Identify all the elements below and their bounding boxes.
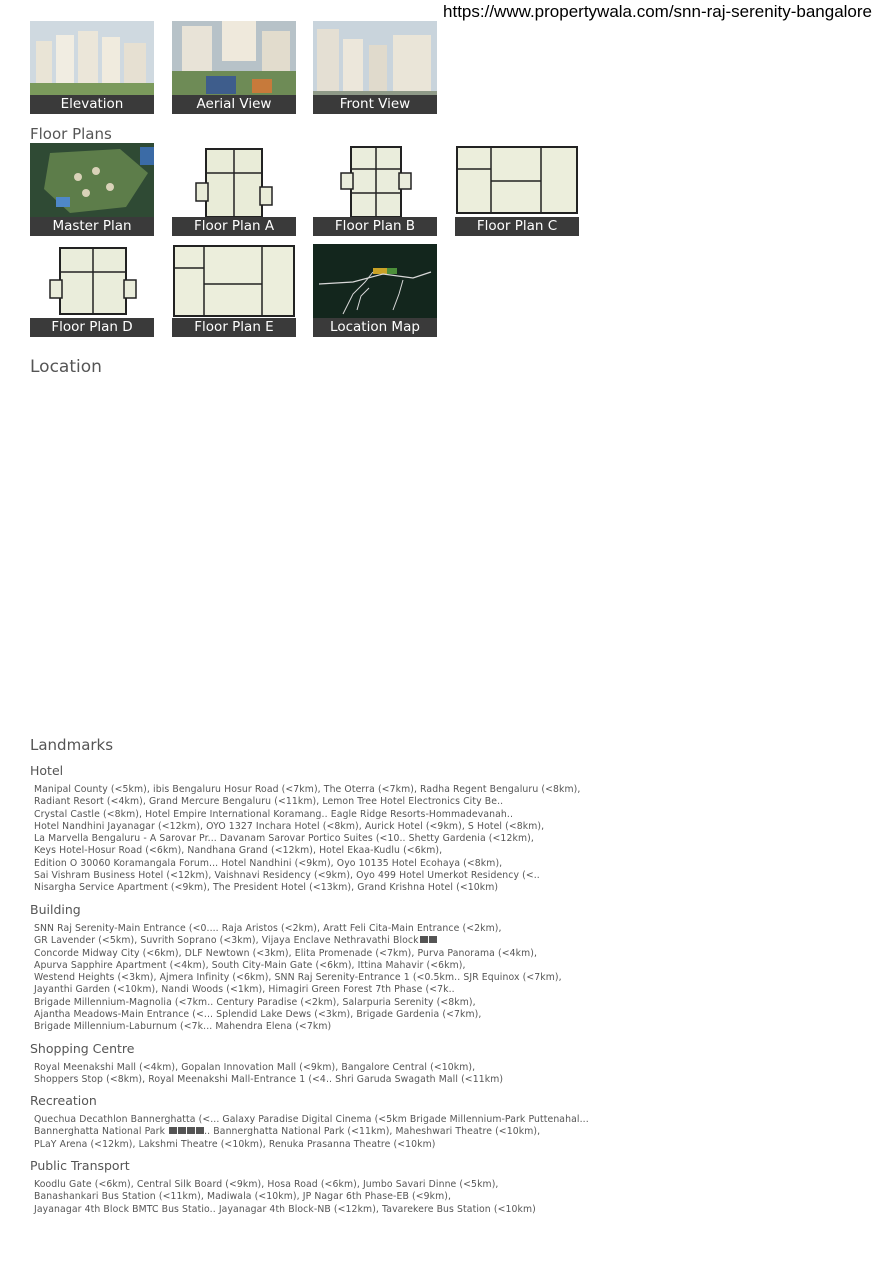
front-view-caption: Front View — [313, 95, 437, 114]
recreation-list — [34, 1114, 594, 1151]
location-map-thumbnail[interactable] — [313, 244, 437, 337]
shopping-heading: Shopping Centre — [30, 1041, 135, 1056]
missing-glyph-icon — [196, 1127, 204, 1134]
floor-plan-b-thumbnail[interactable] — [313, 143, 437, 236]
front-view-thumbnail[interactable] — [313, 21, 437, 114]
building-line: Brigade Millennium-Magnolia (<7km.. Century Paradise (<2km), Salarpuria Serenity (<8km), — [34, 996, 476, 1008]
master-plan-thumbnail[interactable] — [30, 143, 154, 236]
transport-list — [34, 1179, 594, 1216]
recreation-line — [34, 1126, 594, 1138]
location-map-caption: Location Map — [313, 318, 437, 337]
aerial-view-thumbnail[interactable] — [172, 21, 296, 114]
missing-glyph-icon — [420, 936, 428, 943]
master-plan-caption: Master Plan — [30, 217, 154, 236]
floor-plan-e-caption: Floor Plan E — [172, 318, 296, 337]
building-line: Concorde Midway City (<6km), DLF Newtown (<3km), Elita Promenade (<7km), Purva Panorama (<4km), — [34, 947, 538, 959]
floor-plan-a-thumbnail[interactable] — [172, 143, 296, 236]
recreation-line-text: Bannerghatta National Park — [34, 1126, 166, 1138]
building-line: Brigade Millennium-Laburnum (<7k... Mahendra Elena (<7km) — [34, 1021, 332, 1033]
hotel-line: Sai Vishram Business Hotel (<12km), Vaishnavi Residency (<9km), Oyo 499 Hotel Umerkot Residency (<.. — [34, 870, 540, 882]
transport-heading: Public Transport — [30, 1158, 130, 1173]
hotel-line: Keys Hotel-Hosur Road (<6km), Nandhana Grand (<12km), Hotel Ekaa-Kudlu (<6km), — [34, 845, 443, 857]
building-line: Westend Heights (<3km), Ajmera Infinity (<6km), SNN Raj Serenity-Entrance 1 (<0.5km.. SJR Equinox (<7km), — [34, 972, 562, 984]
floor-plan-e-thumbnail[interactable] — [172, 244, 296, 337]
hotel-line: Nisargha Service Apartment (<9km), The President Hotel (<13km), Grand Krishna Hotel (<10km) — [34, 882, 499, 894]
missing-glyph-icon — [429, 936, 437, 943]
aerial-view-caption: Aerial View — [172, 95, 296, 114]
shopping-list — [34, 1062, 594, 1087]
floor-plan-d-caption: Floor Plan D — [30, 318, 154, 337]
hotel-line: Crystal Castle (<8km), Hotel Empire International Koramang.. Eagle Ridge Resorts-Hommadevanah.. — [34, 808, 514, 820]
page-url: https://www.propertywala.com/snn-raj-serenity-bangalore — [443, 2, 872, 21]
building-line: Ajantha Meadows-Main Entrance (<... Splendid Lake Dews (<3km), Brigade Gardenia (<7km), — [34, 1009, 482, 1021]
shopping-line: Shoppers Stop (<8km), Royal Meenakshi Mall-Entrance 1 (<4.. Shri Garuda Swagath Mall (<11km) — [34, 1074, 504, 1086]
recreation-line: Quechua Decathlon Bannerghatta (<... Galaxy Paradise Digital Cinema (<5km Brigade Millennium-Park Puttenahal... — [34, 1114, 589, 1125]
shopping-line: Royal Meenakshi Mall (<4km), Gopalan Innovation Mall (<9km), Bangalore Central (<10km), — [34, 1062, 476, 1073]
building-line: Jayanthi Garden (<10km), Nandi Woods (<1km), Himagiri Green Forest 7th Phase (<7k.. — [34, 984, 455, 996]
floor-plans-heading: Floor Plans — [30, 125, 112, 143]
transport-line: Koodlu Gate (<6km), Central Silk Board (<9km), Hosa Road (<6km), Jumbo Savari Dinne (<5km), — [34, 1179, 499, 1190]
elevation-caption: Elevation — [30, 95, 154, 114]
transport-line: Jayanagar 4th Block BMTC Bus Statio.. Jayanagar 4th Block-NB (<12km), Tavarekere Bus Station (<10km) — [34, 1203, 536, 1215]
recreation-heading: Recreation — [30, 1093, 97, 1108]
hotel-heading: Hotel — [30, 763, 64, 778]
floor-plan-d-thumbnail[interactable] — [30, 244, 154, 337]
building-line: Apurva Sapphire Apartment (<4km), South City-Main Gate (<6km), Ittina Mahavir (<6km), — [34, 959, 466, 971]
building-list — [34, 923, 594, 1034]
hotel-line: Hotel Nandhini Jayanagar (<12km), OYO 1327 Inchara Hotel (<8km), Aurick Hotel (<9km), S Hotel (<8km), — [34, 820, 545, 832]
hotel-line: La Marvella Bengaluru - A Sarovar Pr... Davanam Sarovar Portico Suites (<10.. Shetty Gardenia (<12km), — [34, 833, 534, 845]
hotel-line: Edition O 30060 Koramangala Forum... Hotel Nandhini (<9km), Oyo 10135 Hotel Ecohaya (<8km), — [34, 857, 503, 869]
floor-plan-c-thumbnail[interactable] — [455, 143, 579, 236]
missing-glyph-icon — [187, 1127, 195, 1134]
transport-line: Banashankari Bus Station (<11km), Madiwala (<10km), JP Nagar 6th Phase-EB (<9km), — [34, 1191, 452, 1203]
missing-glyph-icon — [178, 1127, 186, 1134]
floor-plan-b-caption: Floor Plan B — [313, 217, 437, 236]
building-line: SNN Raj Serenity-Main Entrance (<0.... Raja Aristos (<2km), Aratt Feli Cita-Main Entrance (<2km), — [34, 923, 502, 934]
location-heading: Location — [30, 357, 102, 377]
recreation-line: PLaY Arena (<12km), Lakshmi Theatre (<10km), Renuka Prasanna Theatre (<10km) — [34, 1138, 436, 1150]
landmarks-heading: Landmarks — [30, 736, 114, 754]
missing-glyph-icon — [169, 1127, 177, 1134]
building-line — [34, 935, 594, 947]
hotel-line: Radiant Resort (<4km), Grand Mercure Bengaluru (<11km), Lemon Tree Hotel Electronics City Be.. — [34, 796, 504, 808]
hotel-list — [34, 784, 594, 895]
hotel-line: Manipal County (<5km), ibis Bengaluru Hosur Road (<7km), The Oterra (<7km), Radha Regent Bengaluru (<8km), — [34, 784, 581, 795]
floor-plan-a-caption: Floor Plan A — [172, 217, 296, 236]
recreation-line-text: .. Bannerghatta National Park (<11km), Maheshwari Theatre (<10km), — [204, 1126, 541, 1138]
floor-plan-c-caption: Floor Plan C — [455, 217, 579, 236]
building-heading: Building — [30, 902, 81, 917]
building-line-text: GR Lavender (<5km), Suvrith Soprano (<3km), Vijaya Enclave Nethravathi Block — [34, 935, 419, 947]
elevation-thumbnail[interactable] — [30, 21, 154, 114]
